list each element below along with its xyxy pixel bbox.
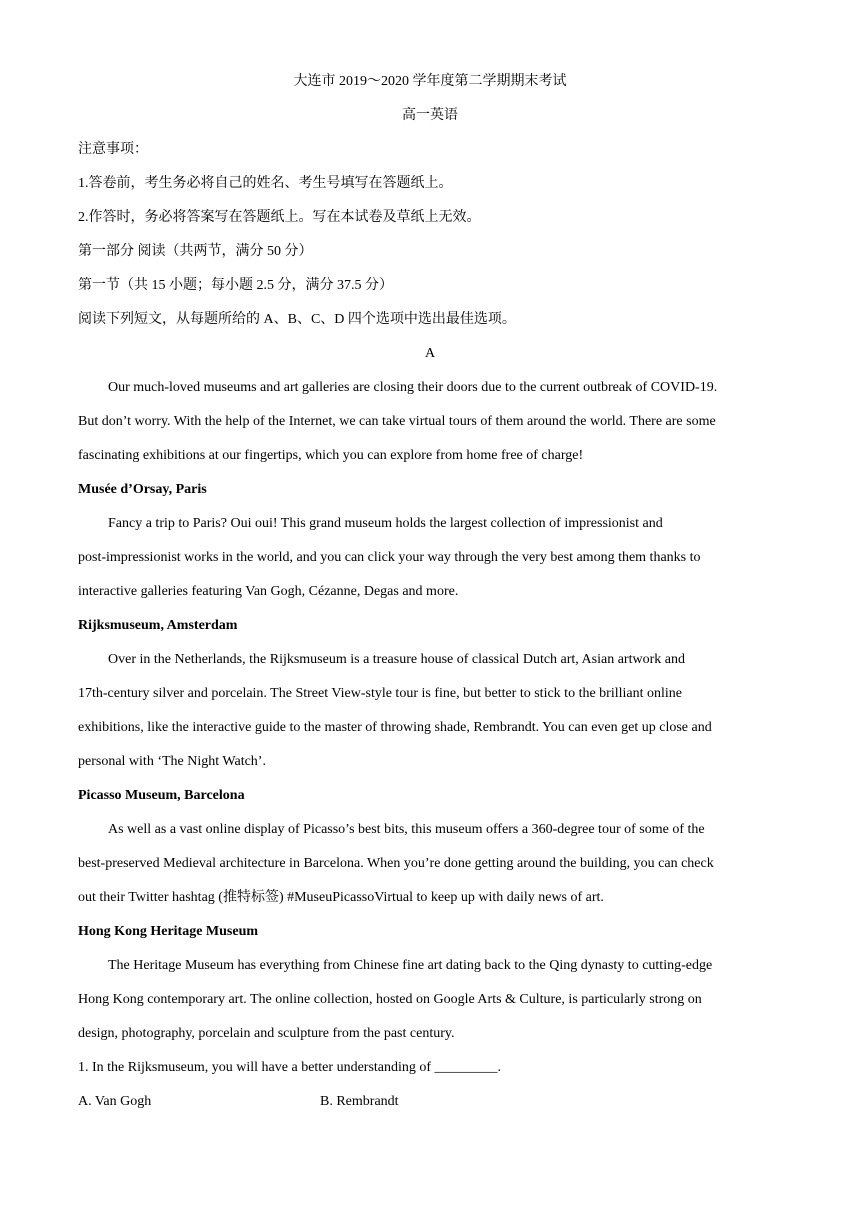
museum-text-line: personal with ‘The Night Watch’.: [78, 754, 266, 769]
intro-line: Our much-loved museums and art galleries are closing their doors due to the current outbreak of COVID-19.: [108, 380, 718, 395]
intro-line: But don’t worry. With the help of the Internet, we can take virtual tours of them around the world. There are some: [78, 414, 716, 429]
part-heading: 第一部分 阅读（共两节，满分 50 分）: [78, 244, 313, 259]
question-1-option-b: B. Rembrandt: [320, 1094, 399, 1109]
museum-text-line: Hong Kong contemporary art. The online collection, hosted on Google Arts & Culture, is particularly strong on: [78, 992, 702, 1007]
subject-title: 高一英语: [402, 108, 458, 123]
museum-text-line: design, photography, porcelain and sculpture from the past century.: [78, 1026, 455, 1041]
notes-item-2: 2.作答时，务必将答案写在答题纸上。写在本试卷及草纸上无效。: [78, 210, 481, 225]
notes-item-1: 1.答卷前，考生务必将自己的姓名、考生号填写在答题纸上。: [78, 176, 453, 191]
reading-instruction: 阅读下列短文，从每题所给的 A、B、C、D 四个选项中选出最佳选项。: [78, 312, 516, 327]
museum-text-line: exhibitions, like the interactive guide to the master of throwing shade, Rembrandt. You can even get up close and: [78, 720, 712, 735]
museum-heading-orsay: Musée d’Orsay, Paris: [78, 482, 207, 497]
museum-text-line: interactive galleries featuring Van Gogh, Cézanne, Degas and more.: [78, 584, 459, 599]
museum-text-line: Over in the Netherlands, the Rijksmuseum is a treasure house of classical Dutch art, Asian artwork and: [108, 652, 685, 667]
museum-heading-hong-kong: Hong Kong Heritage Museum: [78, 924, 259, 939]
museum-text-line: As well as a vast online display of Picasso’s best bits, this museum offers a 360-degree tour of some of the: [108, 822, 705, 837]
museum-text-line: Fancy a trip to Paris? Oui oui! This grand museum holds the largest collection of impressionist and: [108, 516, 663, 531]
museum-text-line: out their Twitter hashtag (推特标签) #MuseuPicassoVirtual to keep up with daily news of art.: [78, 890, 604, 905]
notes-heading: 注意事项：: [78, 142, 148, 157]
museum-text-line: post-impressionist works in the world, and you can click your way through the very best among them thanks to: [78, 550, 701, 565]
question-1-option-a: A. Van Gogh: [78, 1094, 152, 1109]
museum-text-line: 17th-century silver and porcelain. The Street View-style tour is fine, but better to stick to the brilliant online: [78, 686, 682, 701]
question-1-stem: 1. In the Rijksmuseum, you will have a better understanding of _________.: [78, 1060, 502, 1075]
museum-text-line: best-preserved Medieval architecture in Barcelona. When you’re done getting around the building, you can check: [78, 856, 714, 871]
museum-text-line: The Heritage Museum has everything from Chinese fine art dating back to the Qing dynasty to cutting-edge: [108, 958, 713, 973]
museum-heading-picasso: Picasso Museum, Barcelona: [78, 788, 245, 803]
museum-heading-rijksmuseum: Rijksmuseum, Amsterdam: [78, 618, 238, 633]
exam-title: 大连市 2019～2020 学年度第二学期期末考试: [293, 74, 567, 89]
section-heading: 第一节（共 15 小题；每小题 2.5 分，满分 37.5 分）: [78, 278, 393, 293]
intro-line: fascinating exhibitions at our fingertips, which you can explore from home free of charge!: [78, 448, 584, 463]
passage-letter: A: [424, 346, 436, 361]
